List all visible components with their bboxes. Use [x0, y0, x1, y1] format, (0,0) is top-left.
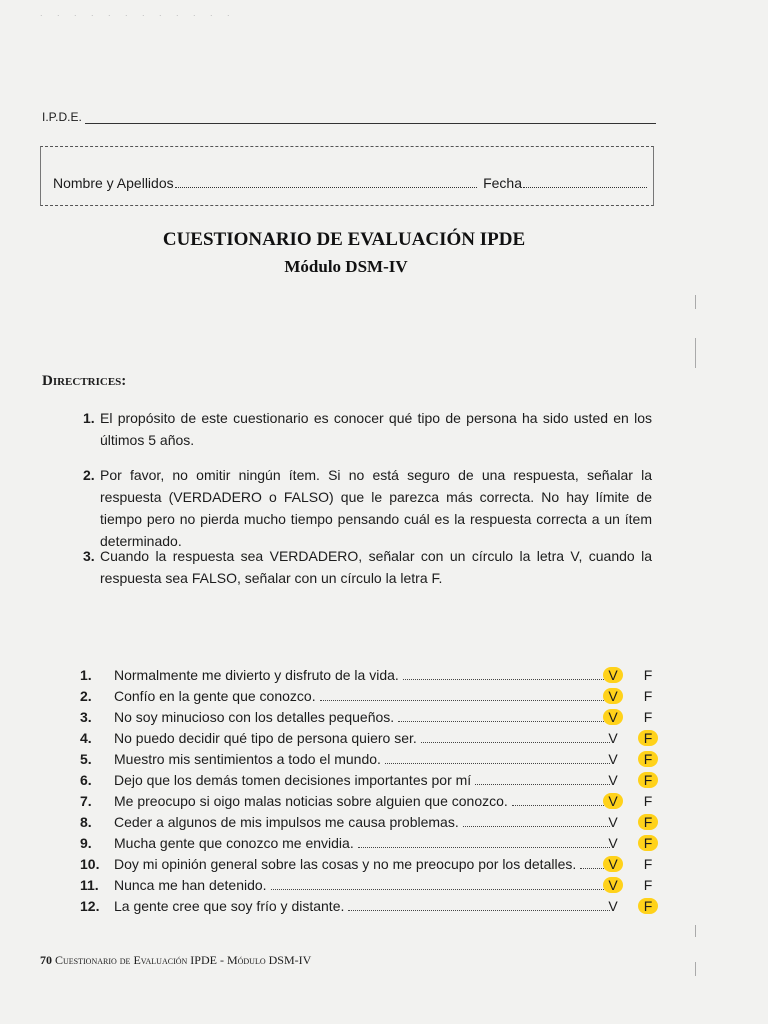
page-subtitle: Módulo DSM-IV	[284, 257, 408, 276]
answer-v[interactable]: V	[603, 667, 623, 683]
answer-v[interactable]: V	[603, 688, 623, 704]
instruction-number: 2.	[83, 467, 95, 483]
instruction-number: 3.	[83, 548, 95, 564]
question-number: 8.	[80, 814, 92, 830]
question-number: 10.	[80, 856, 100, 872]
question-number: 5.	[80, 751, 92, 767]
answer-f[interactable]: F	[643, 856, 653, 872]
footer-text: Cuestionario de Evaluación IPDE - Módulo DSM-IV	[55, 953, 312, 967]
name-label: Nombre y Apellidos	[53, 175, 174, 191]
answer-f[interactable]: F	[643, 709, 653, 725]
answer-f[interactable]: F	[638, 751, 658, 767]
answer-f[interactable]: F	[643, 877, 653, 893]
answer-f[interactable]: F	[638, 898, 658, 914]
question-row	[80, 751, 680, 772]
margin-mark	[695, 962, 696, 976]
instruction-2	[83, 464, 652, 552]
answer-f[interactable]: F	[638, 814, 658, 830]
question-number: 6.	[80, 772, 92, 788]
question-row	[80, 877, 680, 898]
question-text: No puedo decidir qué tipo de persona quiero ser.	[114, 730, 610, 746]
fecha-field[interactable]	[523, 187, 647, 188]
question-text: Confío en la gente que conozco.	[114, 688, 610, 704]
page-title: CUESTIONARIO DE EVALUACIÓN IPDE	[162, 229, 526, 250]
question-text: Me preocupo si oigo malas noticias sobre alguien que conozco.	[114, 793, 610, 809]
answer-f[interactable]: F	[643, 793, 653, 809]
question-number: 4.	[80, 730, 92, 746]
answer-v[interactable]: V	[603, 856, 623, 872]
question-text: Doy mi opinión general sobre las cosas y no me preocupo por los detalles.	[114, 856, 610, 872]
answer-v[interactable]: V	[608, 814, 618, 830]
instruction-3	[83, 545, 652, 589]
question-number: 11.	[80, 877, 99, 893]
question-text: Nunca me han detenido.	[114, 877, 610, 893]
question-number: 9.	[80, 835, 92, 851]
ipde-rule	[85, 114, 656, 124]
margin-mark	[695, 295, 696, 309]
answer-f[interactable]: F	[643, 667, 653, 683]
page-number: 70	[40, 953, 52, 967]
ipde-line	[42, 110, 656, 124]
answer-v[interactable]: V	[608, 730, 618, 746]
margin-mark	[695, 925, 696, 937]
question-list	[80, 667, 680, 919]
question-row	[80, 730, 680, 751]
answer-f[interactable]: F	[638, 835, 658, 851]
question-text: Ceder a algunos de mis impulsos me causa problemas.	[114, 814, 610, 830]
question-row	[80, 667, 680, 688]
instruction-number: 1.	[83, 410, 95, 426]
answer-v[interactable]: V	[608, 751, 618, 767]
instruction-text: El propósito de este cuestionario es conocer qué tipo de persona ha sido usted en los últimos 5 años.	[100, 410, 652, 448]
question-row	[80, 856, 680, 877]
fecha-label: Fecha	[483, 175, 522, 191]
margin-mark	[695, 338, 696, 368]
question-text: Muestro mis sentimientos a todo el mundo.	[114, 751, 610, 767]
question-text: No soy minucioso con los detalles pequeños.	[114, 709, 610, 725]
page-footer	[40, 953, 311, 968]
question-number: 2.	[80, 688, 92, 704]
directrices-heading: Directrices:	[42, 373, 127, 389]
answer-f[interactable]: F	[638, 772, 658, 788]
question-row	[80, 835, 680, 856]
answer-f[interactable]: F	[643, 688, 653, 704]
question-row	[80, 898, 680, 919]
faint-header-marks: . . . . . . . . . . . .	[40, 8, 236, 18]
name-field[interactable]	[175, 187, 477, 188]
question-row	[80, 688, 680, 709]
ipde-label: I.P.D.E.	[42, 110, 82, 124]
question-text: Normalmente me divierto y disfruto de la vida.	[114, 667, 610, 683]
name-date-box	[40, 146, 654, 206]
question-number: 3.	[80, 709, 92, 725]
question-number: 1.	[80, 667, 92, 683]
instruction-text: Por favor, no omitir ningún ítem. Si no está seguro de una respuesta, señalar la respuesta (VERDADERO o FALSO) que le parezca más correcta. No hay límite de tiempo pero no pierda mucho tiempo pensando cuál es la respuesta correcta a un ítem determinado.	[100, 467, 652, 549]
question-text: La gente cree que soy frío y distante.	[114, 898, 610, 914]
answer-v[interactable]: V	[603, 709, 623, 725]
answer-f[interactable]: F	[638, 730, 658, 746]
instruction-1	[83, 407, 652, 451]
question-number: 12.	[80, 898, 100, 914]
answer-v[interactable]: V	[608, 772, 618, 788]
instruction-text: Cuando la respuesta sea VERDADERO, señalar con un círculo la letra V, cuando la respuesta sea FALSO, señalar con un círculo la letra F.	[100, 548, 652, 586]
question-text: Dejo que los demás tomen decisiones importantes por mí	[114, 772, 610, 788]
answer-v[interactable]: V	[608, 898, 618, 914]
question-row	[80, 793, 680, 814]
question-text: Mucha gente que conozco me envidia.	[114, 835, 610, 851]
answer-v[interactable]: V	[608, 835, 618, 851]
question-row	[80, 814, 680, 835]
question-number: 7.	[80, 793, 92, 809]
question-row	[80, 709, 680, 730]
question-row	[80, 772, 680, 793]
answer-v[interactable]: V	[603, 793, 623, 809]
answer-v[interactable]: V	[603, 877, 623, 893]
